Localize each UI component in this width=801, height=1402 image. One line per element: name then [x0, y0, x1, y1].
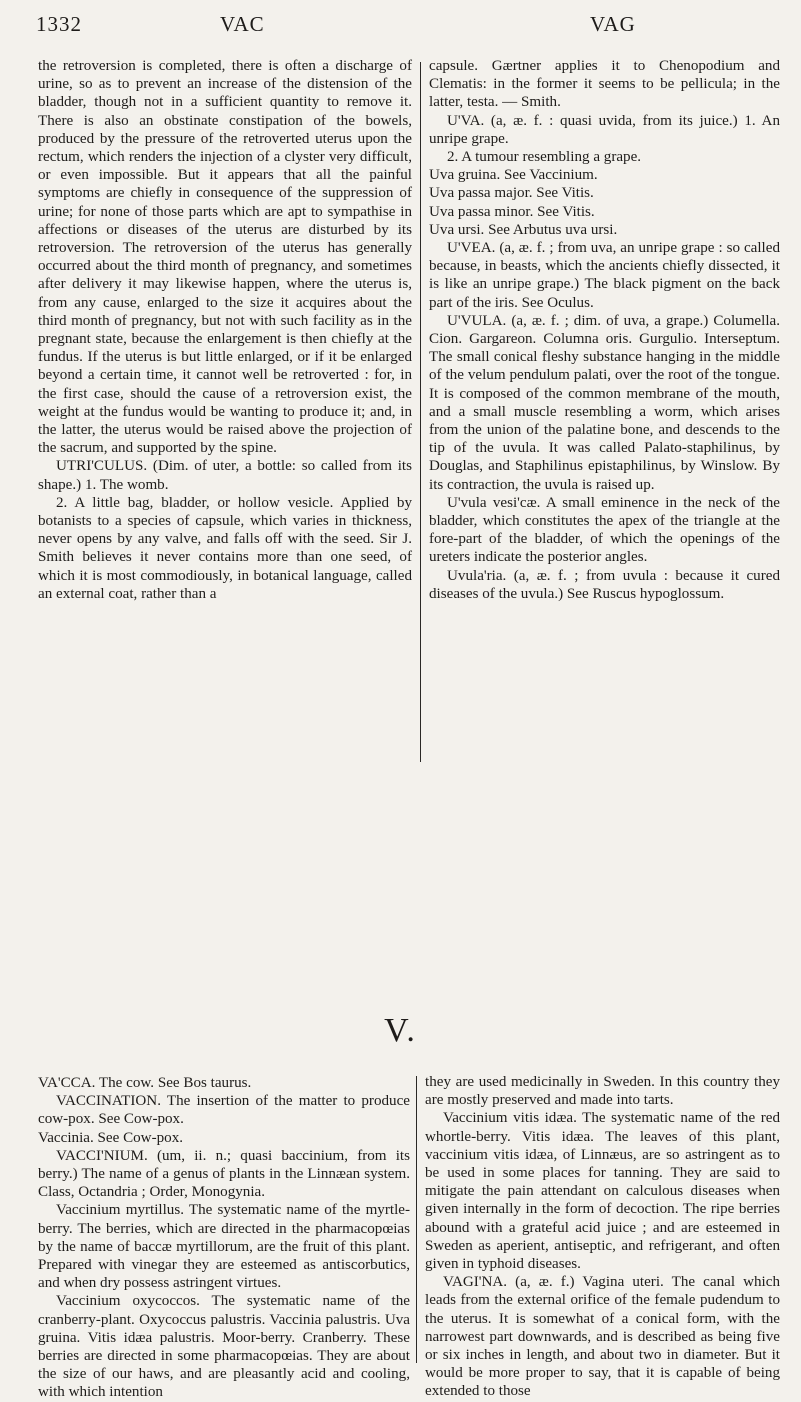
- page-header: [0, 12, 801, 40]
- entry-uvea: U'VEA. (a, æ. f. ; from uva, an unripe grape : so called because, in beasts, which the ancients chiefly dissected, it is like an unripe grape.) The black pigment on the back part of the iris. See Oculus.: [429, 240, 780, 311]
- paragraph-capsule: capsule. Gærtner applies it to Chenopodium and Clematis: in the former it seems to be pellicula; in the latter, testa. — Smith.: [429, 58, 780, 111]
- entry-uva-gruina: Uva gruina. See Vaccinium.: [429, 167, 598, 184]
- column-bottom-right: [425, 1073, 780, 1401]
- entry-vacca: VA'CCA. The cow. See Bos taurus.: [38, 1075, 252, 1091]
- entry-uvula-vesicae: U'vula vesi'cæ. A small eminence in the neck of the bladder, which constitutes the apex of the triangle at the fore-part of the bladder, of which the openings of the ureters indicate the posterior angles.: [429, 494, 780, 566]
- entry-utriculus-sense-2: 2. A little bag, bladder, or hollow vesicle. Applied by botanists to a species of capsule, which varies in thickness, never opens by any valve, and falls off with the seed. Sir J. Smith believes it never contains more than one seed, of which it is most commodiously, in botanical language, called an external coat, rather than a: [38, 494, 412, 602]
- entry-uva-passa-major: Uva passa major. See Vitis.: [429, 185, 594, 202]
- column-top-left: [38, 57, 412, 603]
- entry-vaccinium-oxycoccos: Vaccinium oxycoccos. The systematic name of the cranberry-plant. Oxycoccus palustris. Vaccinia palustris. Uva gruina. Vitis idæa palustris. Moor-berry. Cranberry. These berries are directed in some pharmacopœias. They are about the size of our haws, and are pleasantly acid and cooling, with which intention: [38, 1293, 410, 1401]
- entry-vaccinium: VACCI'NIUM. (um, ii. n.; quasi baccinium, from its berry.) The name of a genus of plants in the Linnæan system. Class, Octandria ; Order, Monogynia.: [38, 1147, 410, 1201]
- entry-uvula: U'VULA. (a, æ. f. ; dim. of uva, a grape.) Columella. Cion. Gargareon. Columna oris. Gurgulio. Interseptum. The small conical fleshy substance hanging in the middle of the velum pendulum palati, over the root of the tongue. It is composed of the common membrane of the mouth, and a small muscle resembling a worm, which arises from the union of the palatine bone, and descends to the tip of the uvula. It was called Palato-staphilinus, by Douglas, and Staphilinus epistaphilinus, by Winslow. By its contraction, the uvula is raised up.: [429, 312, 780, 493]
- left-running-head: VAC: [220, 12, 265, 36]
- entry-vaccinium-vitis-idaea: Vaccinium vitis idæa. The systematic name of the red whortle-berry. Vitis idæa. The leaves of this plant, vaccinium vitis idæa, of Linnæus, are so astringent as to be used in some places for tanning. They are said to mitigate the pain attendant on calculous diseases when given internally in the form of decoction. The ripe berries abound with a grateful acid juice ; and are esteemed in Sweden as aperient, antiseptic, and refrigerant, and often given in typhoid diseases.: [425, 1110, 780, 1273]
- right-running-head: VAG: [590, 12, 636, 36]
- column-rule-top: [420, 62, 421, 762]
- entry-utriculus: UTRI'CULUS. (Dim. of uter, a bottle: so called from its shape.) 1. The womb.: [38, 458, 412, 493]
- column-top-right: [429, 57, 780, 603]
- entry-vaccination: VACCINATION. The insertion of the matter to produce cow-pox. See Cow-pox.: [38, 1093, 410, 1128]
- entry-vaccinia: Vaccinia. See Cow-pox.: [38, 1129, 184, 1146]
- column-bottom-left: [38, 1074, 410, 1402]
- section-letter: V.: [384, 1012, 417, 1049]
- paragraph-retroversion: the retroversion is completed, there is often a discharge of urine, so as to prevent an increase of the distension of the bladder, though not in a sufficient quantity to remove it. There is also an obstinate constipation of the bowels, produced by the pressure of the retroverted uterus upon the rectum, which renders the injection of a clyster very difficult, or even impossible. But it appears that all the painful symptoms are chiefly in consequence of the suppression of urine; for none of those parts which are apt to sympathise in affections or diseases of the uterus are disturbed by its retroversion. The retroversion of the uterus has generally occurred about the third month of pregnancy, and sometimes after delivery it may likewise happen, where the uterus is, from any cause, enlarged to the size it acquires about the third month of pregnancy, but not with such facility as in the pregnant state, because the enlargement is then chiefly at the fundus. If the uterus is but little enlarged, or if it be enlarged beyond a certain time, it cannot well be retroverted : for, in the first case, should the cause of a retroversion exist, the weight at the fundus would be wanting to produce it; and, in the latter, the uterus would be raised above the projection of the sacrum, and supported by the spine.: [38, 58, 412, 457]
- entry-vagina: VAGI'NA. (a, æ. f.) Vagina uteri. The canal which leads from the external orifice of the female pudendum to the uterus. It is somewhat of a conical form, with the narrowest part downwards, and is described as being five or six inches in length, and about two in diameter. But it would be more proper to say, that it is capable of being extended to those: [425, 1274, 780, 1400]
- page-number: 1332: [36, 12, 82, 36]
- paragraph-sweden: they are used medicinally in Sweden. In this country they are mostly preserved and made into tarts.: [425, 1074, 780, 1109]
- entry-uvularia: Uvula'ria. (a, æ. f. ; from uvula : because it cured diseases of the uvula.) See Ruscus hypoglossum.: [429, 567, 780, 602]
- entry-uva: U'VA. (a, æ. f. : quasi uvida, from its juice.) 1. An unripe grape.: [429, 112, 780, 147]
- entry-uva-sense-2: 2. A tumour resembling a grape.: [447, 149, 642, 166]
- entry-uva-passa-minor: Uva passa minor. See Vitis.: [429, 203, 595, 220]
- column-rule-bottom: [416, 1076, 417, 1363]
- entry-uva-ursi: Uva ursi. See Arbutus uva ursi.: [429, 221, 618, 238]
- entry-vaccinium-myrtillus: Vaccinium myrtillus. The systematic name of the myrtle-berry. The berries, which are directed in the pharmacopœias by the name of baccæ myrtillorum, are the fruit of this plant. Prepared with vinegar they are esteemed as antiscorbutics, and when dry possess astringent virtues.: [38, 1202, 410, 1292]
